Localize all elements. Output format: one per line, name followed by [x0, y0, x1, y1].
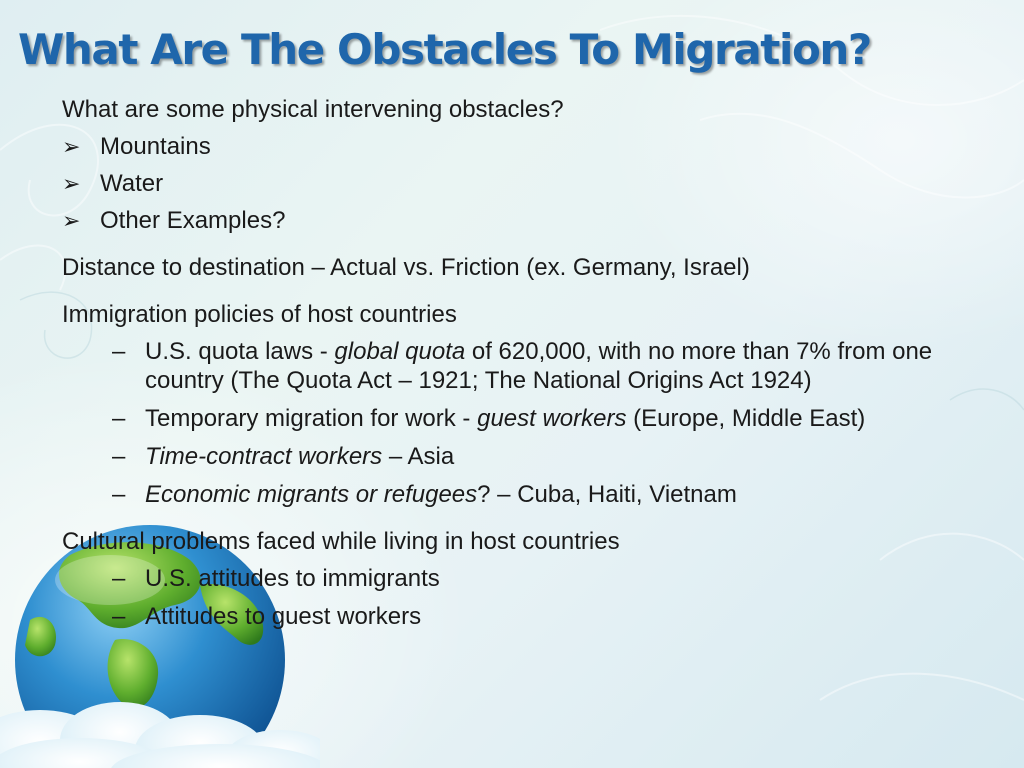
dash-bullet: –	[112, 443, 126, 470]
dash-bullet: –	[112, 481, 126, 508]
list-item-us-attitudes	[112, 564, 992, 593]
dash-bullet: –	[112, 603, 126, 630]
sub-item-text: Attitudes to guest workers	[145, 603, 422, 630]
bullet-text: Other Examples?	[100, 207, 286, 234]
arrow-bullet-icon: ➢	[62, 171, 81, 196]
text-run: ? – Cuba, Haiti, Vietnam	[477, 481, 737, 508]
sub-item-text	[145, 480, 992, 509]
list-item-guest-workers	[112, 404, 992, 433]
list-item-water	[62, 169, 992, 198]
arrow-bullet-icon: ➢	[62, 208, 81, 233]
emphasis-text: guest workers	[477, 405, 627, 432]
list-item-quota-laws	[112, 337, 992, 395]
list-item-economic-migrants	[112, 480, 992, 509]
sub-item-text: U.S. attitudes to immigrants	[145, 565, 440, 592]
distance-line: Distance to destination – Actual vs. Friction (ex. Germany, Israel)	[62, 254, 750, 281]
intro-question: What are some physical intervening obstacles?	[62, 96, 564, 123]
text-run: – Asia	[382, 443, 455, 470]
list-item-mountains	[62, 132, 992, 161]
text-run: U.S. quota laws -	[145, 338, 335, 365]
emphasis-text: Time-contract workers	[145, 443, 383, 470]
bullet-text: Water	[100, 170, 164, 197]
dash-bullet: –	[112, 405, 126, 432]
cultural-heading: Cultural problems faced while living in host countries	[62, 528, 620, 555]
slide-body	[62, 95, 992, 640]
arrow-bullet-icon: ➢	[62, 134, 81, 159]
sub-item-text	[145, 337, 992, 395]
list-item-other-examples	[62, 206, 992, 235]
immigration-heading: Immigration policies of host countries	[62, 301, 457, 328]
list-item-time-contract	[112, 442, 992, 471]
text-run: Temporary migration for work -	[145, 405, 478, 432]
slide-title: What Are The Obstacles To Migration?	[18, 25, 871, 74]
emphasis-text: global quota	[334, 338, 466, 365]
emphasis-text: Economic migrants or refugees	[145, 481, 478, 508]
text-run: of 620,000, with no more than 7% from one country (The Quota Act – 1921; The National Origins Act 1924)	[145, 338, 933, 394]
dash-bullet: –	[112, 565, 126, 592]
list-item-guest-worker-attitudes	[112, 602, 992, 631]
sub-item-text	[145, 404, 992, 433]
text-run: (Europe, Middle East)	[626, 405, 866, 432]
sub-item-text	[145, 442, 992, 471]
dash-bullet: –	[112, 338, 126, 365]
bullet-text: Mountains	[100, 133, 211, 160]
